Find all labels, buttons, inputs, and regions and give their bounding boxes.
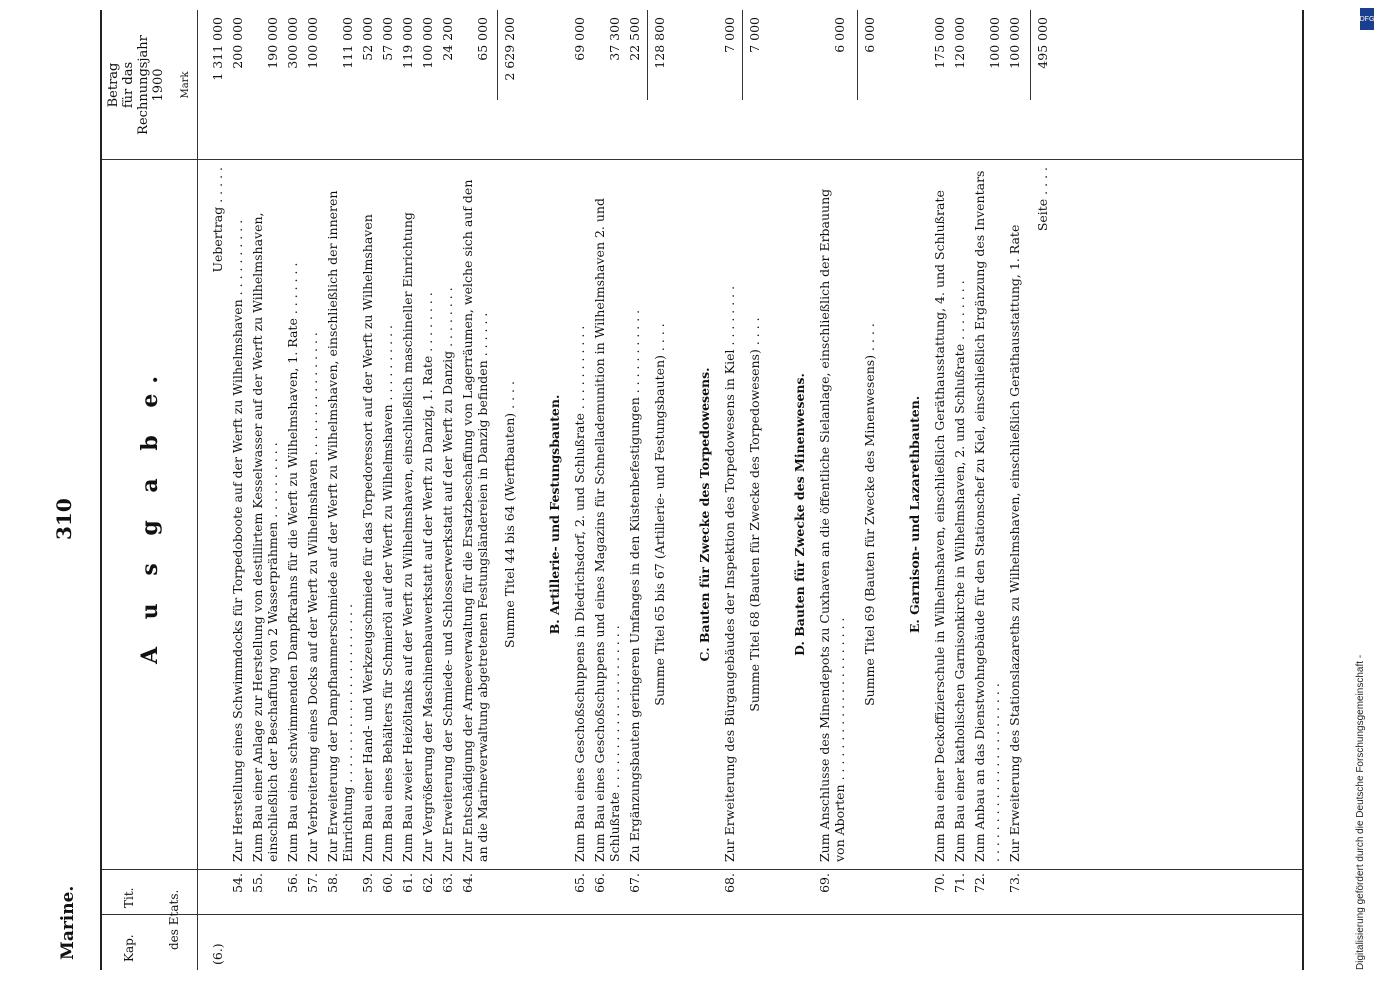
cell-text: Zum Anbau an das Dienstwohngebäude für den Stationschef zu Kiel, einschließlich Ergänzung des Inventars . . . . . . . . . . . . . . . . . . . . . . . [972,170,1002,862]
page-number: 310 [52,498,76,540]
header-kap: Kap. [122,934,136,962]
cell-text: Zur Herstellung eines Schwimmdocks für Torpedoboote auf der Werft zu Wilhelmshaven . . . . . . . . . . [230,219,245,862]
cell-tit: 69. [817,873,832,893]
cell-text: Zur Entschädigung der Armeeverwaltung für die Ersatzbeschaffung von Lagerräumen, welche sich auf den an die Marineverwaltung abgetretenen Festungsländereien in Danzig befinden . . . . . . [460,179,490,862]
page-total-label: Seite . . . . [1035,167,1050,232]
digitization-note-text: Digitalisierung gefördert durch die Deutsche Forschungsgemeinschaft - [1355,654,1366,970]
betrag-line: Rechnungsjahr [136,35,151,135]
sum-rule [497,10,498,100]
cell-amount: 7 000 [722,17,737,53]
cell-tit: 54. [230,873,245,893]
cell-tit: 63. [440,873,455,893]
cell-text: Zum Bau eines schwimmenden Dampfkrahns für die Werft zu Wilhelmshaven, 1. Rate . . . . . . . [285,262,300,862]
rotated-budget-page [50,0,1300,1000]
sum-label: Summe Titel 68 (Bauten für Zwecke des Torpedowesens) . . . . [747,317,762,712]
cell-text: Zum Bau einer Deckoffizierschule in Wilhelmshaven, einschließlich Geräthausstattung, 4. und Schlußrate [932,190,947,862]
cell-tit: 68. [722,873,737,893]
cell-amount: 1 311 000 [210,17,225,81]
cell-tit: 55. [250,873,265,893]
page-title: A u s g a b e. [136,365,163,665]
cell-amount: 120 000 [952,17,967,69]
cell-text: Zu Ergänzungsbauten geringeren Umfanges in den Küstenbefestigungen . . . . . . . . . . . [627,309,642,862]
cell-amount: 100 000 [420,17,435,69]
cell-text: Zum Bau einer Anlage zur Herstellung von destillirtem Kesselwasser auf der Werft zu Wilhelmshaven, einschließlich der Beschaffung von 2 Wasserprähmen . . . . . . . . . . [250,212,280,862]
cell-amount: 300 000 [285,17,300,69]
cell-tit: 70. [932,873,947,893]
cell-tit: 66. [592,873,607,893]
cell-text: Zur Erweiterung des Bürgaugebäudes der Inspektion des Torpedowesens in Kiel . . . . . . . . [722,285,737,862]
cell-text: Zum Anschlusse des Minendepots zu Cuxhaven an die öffentliche Sielanlage, einschließlich der Erbauung von Aborten . . . . . . . . . . . . . . . . . . . . . [817,188,847,862]
cell-amount: 119 000 [400,17,415,69]
cell-text: Zum Bau einer katholischen Garnisonkirche in Wilhelmshaven, 2. und Schlußrate . . . . . . . . [952,280,967,862]
sum-rule [857,10,858,100]
cell-amount: 190 000 [265,17,280,69]
cell-amount: 69 000 [572,17,587,61]
budget-table [100,10,1304,970]
cell-tit: 57. [305,873,320,893]
cell-amount: 175 000 [932,17,947,69]
section-heading-b: B. Artillerie- und Festungsbauten. [547,394,562,635]
sum-rule [647,10,648,100]
cell-tit: 64. [460,873,475,893]
sum-amount: 2 629 200 [502,17,517,81]
sum-rule [742,10,743,100]
cell-text: Zur Erweiterung des Stationslazareths zu Wilhelmshaven, einschließlich Geräthausstattung, 1. Rate [1007,224,1022,862]
cell-tit: 58. [325,873,340,893]
section-heading-e: E. Garnison- und Lazarethbauten. [907,395,922,634]
cell-amount: 22 500 [627,17,642,61]
sum-amount: 128 800 [652,17,667,69]
cell-text: Zum Bau eines Geschoßschuppens und eines Magazins für Schnellademunition in Wilhelmshaven 2. und Schlußrate . . . . . . . . . . . . . . . . . . . . . [592,198,622,862]
sum-label: Summe Titel 44 bis 64 (Werftbauten) . . . . [502,381,517,648]
cell-tit: 71. [952,873,967,893]
sum-amount: 7 000 [747,17,762,53]
cell-amount: 100 000 [1007,17,1022,69]
cell-amount: 100 000 [305,17,320,69]
betrag-line: Betrag [106,62,121,108]
sum-label: Summe Titel 69 (Bauten für Zwecke des Minenwesens) . . . . [862,323,877,706]
section-heading-c: C. Bauten für Zwecke des Torpedowesens. [697,367,712,662]
cell-tit: 56. [285,873,300,893]
cell-amount: 65 000 [475,17,490,61]
table-header [102,10,198,970]
unit-label: Mark [180,71,191,99]
betrag-line: 1900 [151,68,166,102]
dfg-logo: DFG [1360,8,1374,30]
sum-amount: 6 000 [862,17,877,53]
betrag-line: für das [121,61,136,109]
cell-tit: 67. [627,873,642,893]
sum-rule [1030,10,1031,100]
cell-tit: 59. [360,873,375,893]
page-total-amount: 495 000 [1035,17,1050,69]
cell-amount: 6 000 [832,17,847,53]
cell-tit: 73. [1007,873,1022,893]
cell-tit: 65. [572,873,587,893]
cell-amount: 24 200 [440,17,455,61]
cell-tit: 60. [380,873,395,893]
cell-text: Zum Bau eines Geschoßschuppens in Diedrichsdorf, 2. und Schlußrate . . . . . . . . . . . [572,325,587,862]
cell-text: Zur Erweiterung der Dampfhammerschmiede auf der Werft zu Wilhelmshaven, einschließlich der inneren Einrichtung . . . . . . . . . . . . . . . . . . . . . . . [325,190,355,862]
section-heading-d: D. Bauten für Zwecke des Minenwesens. [792,373,807,656]
cell-text: Zum Bau zweier Heizöltanks auf der Werft zu Wilhelmshaven, einschließlich maschineller Einrichtung [400,212,415,862]
cell-text: Zur Verbreiterung eines Docks auf der Werft zu Wilhelmshaven . . . . . . . . . . . . . . . . [305,332,320,862]
header-tit: Tit. [122,887,136,908]
cell-tit: 62. [420,873,435,893]
cell-amount: 52 000 [360,17,375,61]
cell-amount: 200 000 [230,17,245,69]
sum-label: Summe Titel 65 bis 67 (Artillerie- und Festungsbauten) . . . . [652,323,667,706]
cell-amount: 57 000 [380,17,395,61]
cell-amount: 37 300 [607,17,622,61]
section-title: Marine. [58,885,78,960]
cell-text: Zum Bau eines Behälters für Schmieröl auf der Werft zu Wilhelmshaven . . . . . . . . . . [380,325,395,862]
cell-text: Uebertrag . . . . . [210,167,225,273]
cell-amount: 100 000 [987,17,1002,69]
cell-text: Zum Bau einer Hand- und Werkzeugschmiede für das Torpedoressort auf der Werft zu Wilhelmshaven [360,214,375,862]
cell-tit: 72. [972,873,987,893]
cell-tit: 61. [400,873,415,893]
cell-amount: 111 000 [340,17,355,69]
table-body [202,10,1302,970]
digitization-note [1355,30,1375,970]
cell-kap: (6.) [210,943,225,965]
header-betrag [106,10,166,160]
cell-text: Zur Erweiterung der Schmiede- und Schlosserwerkstatt auf der Werft zu Danzig . . . . . . . . [440,287,455,862]
cell-text: Zur Vergrößerung der Maschinenbauwerkstatt auf der Werft zu Danzig, 1. Rate . . . . . . . . [420,292,435,862]
header-des-etats: des Etats. [167,889,181,950]
